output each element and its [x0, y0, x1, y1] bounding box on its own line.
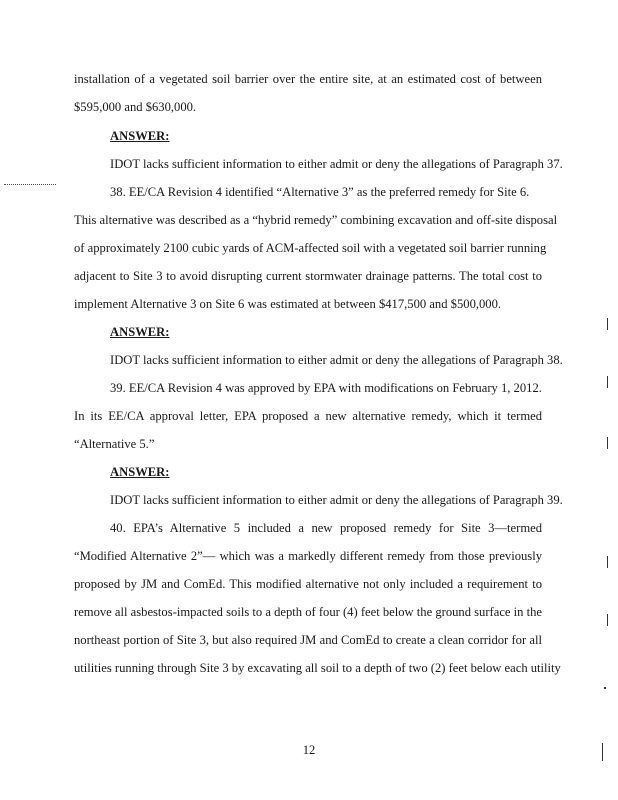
margin-mark [607, 318, 608, 330]
answer-heading: ANSWER: [110, 325, 170, 339]
text-line: This alternative was described as a “hybrid remedy” combining excavation and off-site disposal [74, 213, 558, 227]
margin-mark [607, 556, 608, 568]
text-line: adjacent to Site 3 to avoid disrupting current stormwater drainage patterns. The total cost to [74, 269, 542, 283]
paragraph-39-start: 39. EE/CA Revision 4 was approved by EPA with modifications on February 1, 2012. [110, 381, 542, 395]
answer-heading: ANSWER: [110, 129, 170, 143]
margin-mark [607, 614, 608, 626]
answer-heading: ANSWER: [110, 465, 170, 479]
text-line: In its EE/CA approval letter, EPA proposed a new alternative remedy, which it termed [74, 409, 542, 423]
answer-text: IDOT lacks sufficient information to either admit or deny the allegations of Paragraph 37. [110, 157, 563, 171]
margin-dots [4, 184, 56, 185]
text-line: utilities running through Site 3 by excavating all soil to a depth of two (2) feet below each utility [74, 661, 561, 675]
margin-mark [604, 687, 606, 689]
paragraph-38-start: 38. EE/CA Revision 4 identified “Alternative 3” as the preferred remedy for Site 6. [110, 185, 530, 199]
text-line: installation of a vegetated soil barrier over the entire site, at an estimated cost of between [74, 72, 542, 86]
text-line: remove all asbestos-impacted soils to a depth of four (4) feet below the ground surface in the [74, 605, 542, 619]
text-line: “Alternative 5.” [74, 437, 155, 451]
text-line: $595,000 and $630,000. [74, 100, 197, 114]
answer-text: IDOT lacks sufficient information to either admit or deny the allegations of Paragraph 39. [110, 493, 563, 507]
text-line: proposed by JM and ComEd. This modified alternative not only included a requirement to [74, 577, 542, 591]
text-line: of approximately 2100 cubic yards of ACM-affected soil with a vegetated soil barrier running [74, 241, 547, 255]
text-line: “Modified Alternative 2”— which was a markedly different remedy from those previously [74, 549, 542, 563]
margin-mark [602, 743, 603, 761]
answer-text: IDOT lacks sufficient information to either admit or deny the allegations of Paragraph 38. [110, 353, 563, 367]
page-number: 12 [302, 743, 316, 757]
paragraph-40-start: 40. EPA’s Alternative 5 included a new proposed remedy for Site 3—termed [110, 521, 542, 535]
margin-mark [607, 376, 608, 388]
text-line: implement Alternative 3 on Site 6 was estimated at between $417,500 and $500,000. [74, 297, 502, 311]
text-line: northeast portion of Site 3, but also required JM and ComEd to create a clean corridor for all [74, 633, 542, 647]
margin-mark [607, 437, 608, 449]
